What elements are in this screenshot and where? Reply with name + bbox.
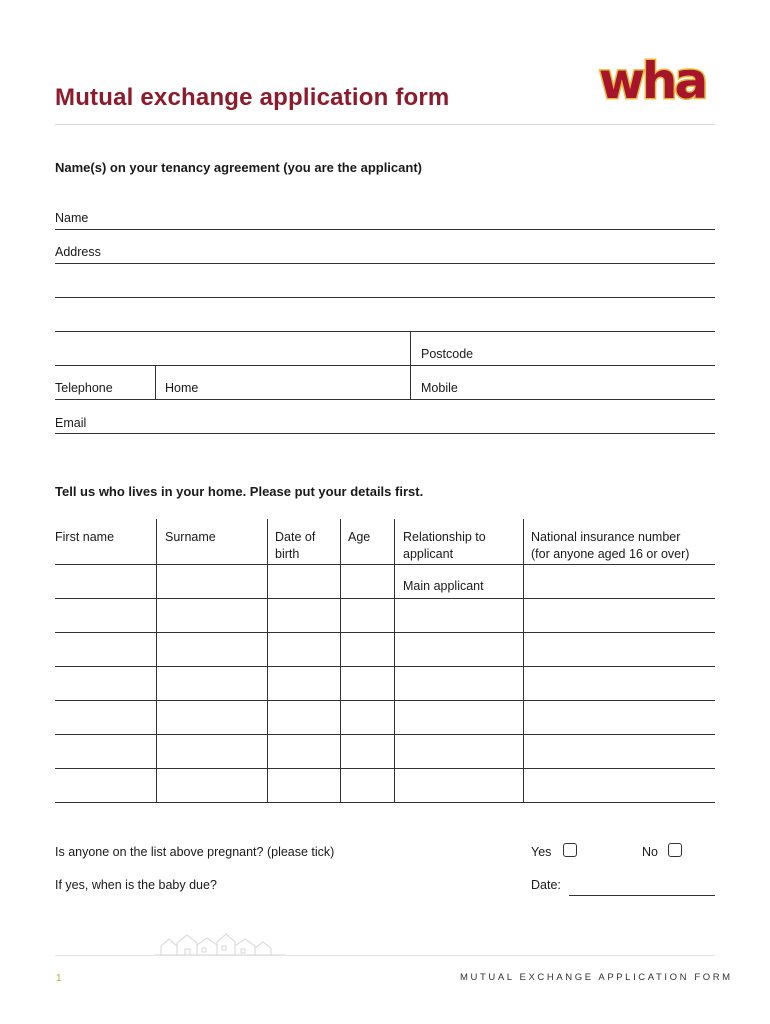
due-date-field[interactable] [569, 895, 715, 896]
table-row[interactable] [55, 768, 715, 769]
table-row[interactable] [55, 598, 715, 599]
postcode-label: Postcode [421, 347, 474, 361]
address-field-line-3[interactable] [55, 331, 715, 332]
due-date-question: If yes, when is the baby due? [55, 878, 217, 892]
houses-outline-graphic [155, 930, 285, 956]
column-divider [267, 519, 268, 802]
wha-logo [588, 48, 716, 110]
telephone-divider [155, 365, 156, 399]
postcode-field[interactable] [55, 365, 715, 366]
mobile-label: Mobile [421, 381, 458, 395]
col-header-ni-number: National insurance number (for anyone aged 16 or over) [531, 530, 690, 561]
table-row[interactable] [55, 632, 715, 633]
footer-title: MUTUAL EXCHANGE APPLICATION FORM [460, 972, 733, 983]
no-checkbox[interactable] [668, 843, 682, 857]
table-row[interactable] [55, 734, 715, 735]
footer-divider [55, 955, 715, 956]
pregnancy-question: Is anyone on the list above pregnant? (please tick) [55, 845, 335, 859]
table-row[interactable] [55, 802, 715, 803]
column-divider [523, 519, 524, 802]
name-label: Name [55, 211, 89, 225]
col-header-age: Age [348, 530, 371, 544]
date-label: Date: [531, 878, 561, 892]
no-label: No [642, 845, 658, 859]
home-phone-label: Home [165, 381, 199, 395]
household-heading: Tell us who lives in your home. Please put your details first. [55, 484, 424, 499]
tenancy-heading: Name(s) on your tenancy agreement (you are the applicant) [55, 160, 422, 175]
col-header-surname: Surname [165, 530, 216, 544]
yes-label: Yes [531, 845, 552, 859]
address-label: Address [55, 245, 101, 259]
title-divider [55, 124, 715, 125]
column-divider [340, 519, 341, 802]
col-header-date-of-birth: Date of birth [275, 530, 316, 561]
page-title: Mutual exchange application form [55, 84, 450, 111]
yes-checkbox[interactable] [563, 843, 577, 857]
main-applicant-cell: Main applicant [403, 579, 484, 593]
table-row[interactable] [55, 666, 715, 667]
telephone-label: Telephone [55, 381, 113, 395]
logo-text: wha [598, 52, 706, 110]
telephone-field[interactable] [55, 399, 715, 400]
email-field[interactable] [55, 433, 715, 434]
address-field-line-2[interactable] [55, 297, 715, 298]
page-number: 1 [56, 973, 62, 984]
table-row[interactable] [55, 700, 715, 701]
col-header-first-name: First name [55, 530, 115, 544]
column-divider [156, 519, 157, 802]
table-header-rule [55, 564, 715, 565]
address-field-line-1[interactable] [55, 263, 715, 264]
name-field[interactable] [55, 229, 715, 230]
email-label: Email [55, 416, 87, 430]
col-header-relationship: Relationship to applicant [403, 530, 486, 561]
column-divider [394, 519, 395, 802]
